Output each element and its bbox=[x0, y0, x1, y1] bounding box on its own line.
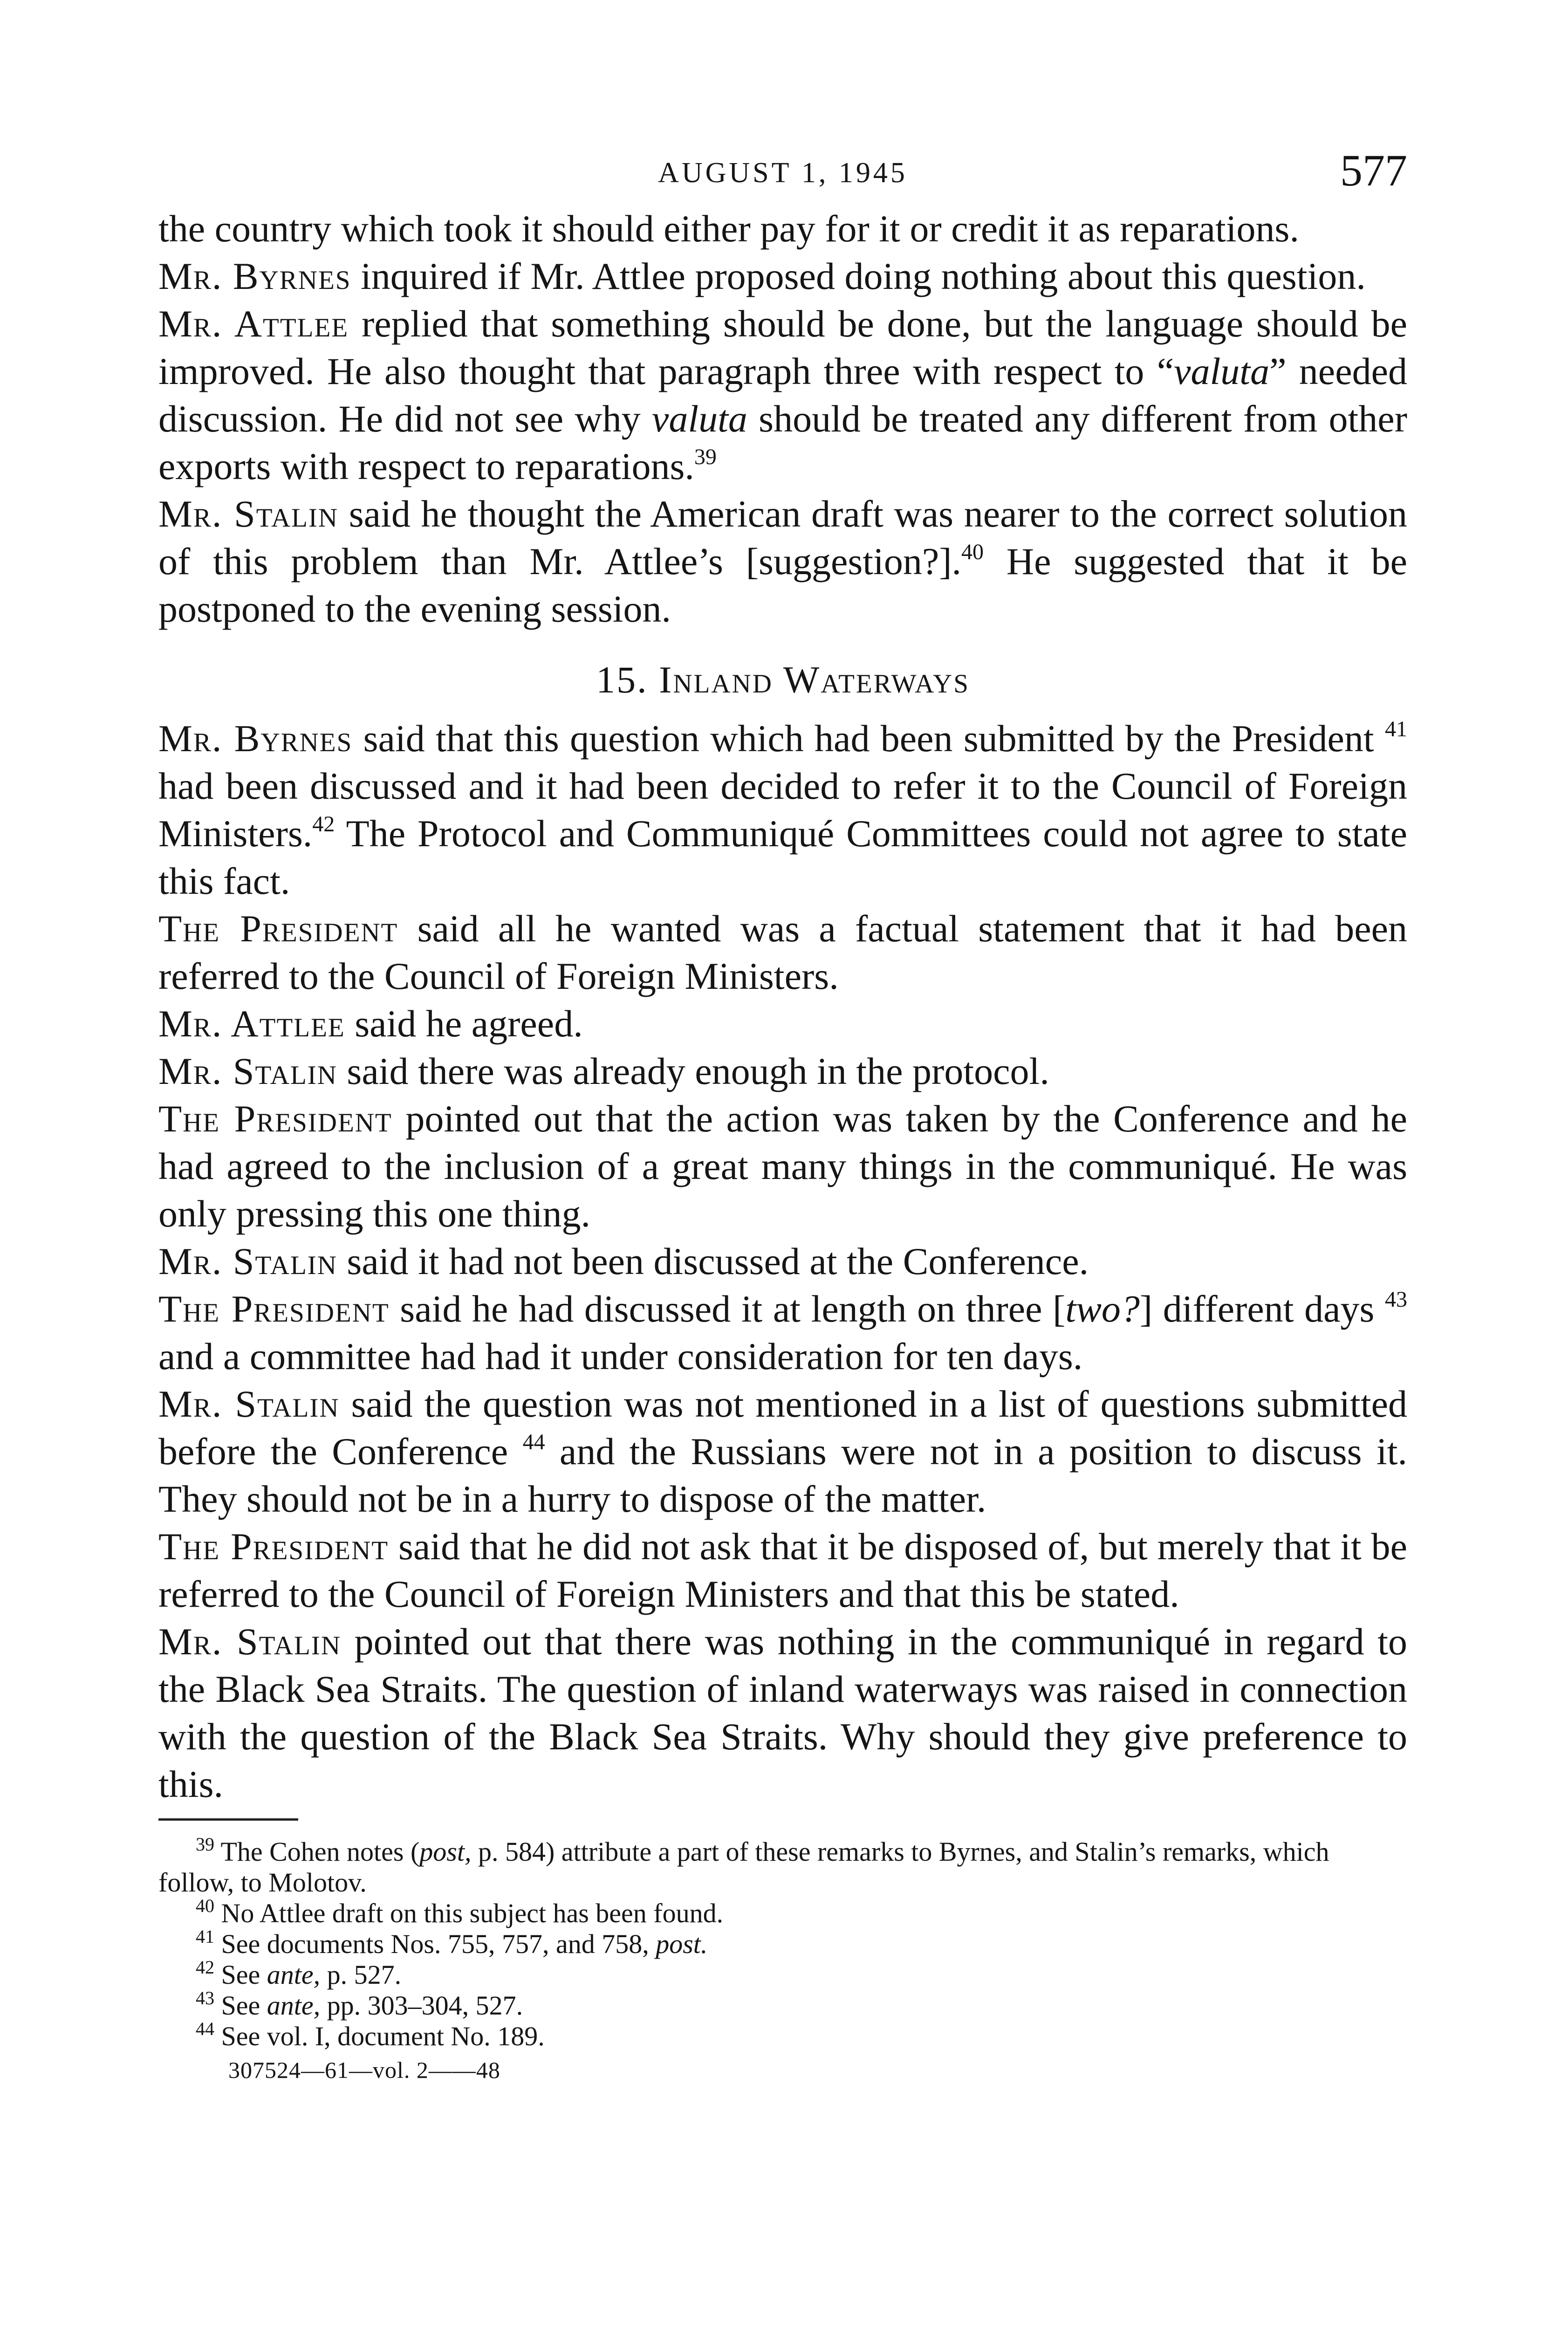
running-head: AUGUST 1, 1945 bbox=[658, 157, 908, 189]
footnote-text: See vol. bbox=[214, 2021, 315, 2051]
footnote-ref: 40 bbox=[961, 540, 984, 564]
speaker-name: Mr. Attlee bbox=[158, 1002, 345, 1045]
footnote-italic: post, bbox=[419, 1837, 472, 1867]
footnote bbox=[158, 2018, 1407, 2052]
print-imprint: 307524—61—vol. 2——48 bbox=[228, 2057, 500, 2083]
footnote-number: 40 bbox=[196, 1895, 214, 1916]
speaker-name: The President bbox=[158, 1525, 389, 1568]
paragraph bbox=[158, 1285, 1407, 1380]
paragraph-text: ” needed discussion. He did not see why bbox=[158, 350, 1407, 440]
paragraph-text: had been discussed and it had been decided to refer it to the Council of Foreign Ministers. bbox=[158, 765, 1407, 855]
footnote bbox=[158, 1834, 1407, 1898]
paragraph bbox=[158, 1048, 1407, 1095]
footnote-divider bbox=[158, 1818, 298, 1821]
footnote-ref: 44 bbox=[522, 1430, 545, 1454]
footnotes bbox=[158, 1834, 1407, 2085]
paragraph-text: said all he wanted was a factual statement that it had been referred to the Council of Foreign Ministers. bbox=[158, 907, 1408, 997]
paragraph-text: said that he did not ask that it be disposed of, but merely that it be referred to the Council of Foreign Ministers and that this be stated. bbox=[158, 1525, 1408, 1615]
speaker-name: The President bbox=[158, 1097, 392, 1140]
footnote-ref: 42 bbox=[312, 812, 335, 836]
paragraph bbox=[158, 905, 1407, 1000]
footnote-ref: 39 bbox=[694, 445, 717, 469]
footnote bbox=[158, 1987, 1407, 2021]
footnote-ref: 41 bbox=[1384, 717, 1407, 741]
paragraph bbox=[158, 300, 1407, 490]
paragraph-text: pointed out that the action was taken by the Conference and he had agreed to the inclusion of a great many things in the communiqué. He was only pressing this one thing. bbox=[158, 1097, 1407, 1235]
footnote-text: The Cohen notes ( bbox=[214, 1837, 420, 1867]
footnote-text: See bbox=[214, 1990, 267, 2021]
footnote-text: See documents Nos. 755, 757, and 758, bbox=[214, 1929, 656, 1959]
paragraph-text: He suggested that it be postponed to the evening session. bbox=[158, 540, 1407, 630]
speaker-name: Mr. Byrnes bbox=[158, 717, 353, 760]
paragraph-text: said he thought the American draft was nearer to the correct solution of this problem than Mr. Attlee’s [suggestion?]. bbox=[158, 493, 1407, 582]
paragraph bbox=[158, 253, 1407, 300]
paragraph-text: said that this question which had been submitted by the President bbox=[352, 717, 1385, 760]
footnote bbox=[158, 1957, 1407, 1990]
paragraph-text: and a committee had had it under consideration for ten days. bbox=[158, 1335, 1083, 1377]
footnote-text: p. 584) attribute a part of these remarks to Byrnes, and Stalin’s remarks, which follow, to Molotov. bbox=[158, 1837, 1329, 1898]
paragraph-text: said the question was not mentioned in a list of questions submitted before the Conference bbox=[158, 1383, 1407, 1473]
footnote-text: No Attlee draft on this subject has been found. bbox=[214, 1898, 724, 1928]
paragraph bbox=[158, 715, 1407, 905]
paragraph bbox=[158, 1523, 1407, 1618]
footnote-italic: ante, bbox=[267, 1990, 321, 2021]
footnote-number: 41 bbox=[196, 1926, 214, 1947]
speaker-name: Mr. Stalin bbox=[158, 1050, 337, 1092]
paragraph-text: ] different days bbox=[1139, 1288, 1385, 1330]
footnote-text: I, document No. 189. bbox=[315, 2021, 545, 2051]
paragraph-text: the country which took it should either pay for it or credit it as reparations. bbox=[158, 207, 1299, 250]
footnote-text: p. 527. bbox=[320, 1960, 402, 1990]
paragraph-text: and the Russians were not in a position to discuss it. They should not be in a hurry to dispose of the matter. bbox=[158, 1430, 1407, 1520]
footnote-text: pp. 303–304, 527. bbox=[320, 1990, 523, 2021]
paragraph bbox=[158, 205, 1407, 253]
speaker-name: Mr. Byrnes bbox=[158, 255, 351, 297]
footnote-number: 44 bbox=[196, 2018, 214, 2039]
paragraph-text: replied that something should be done, but the language should be improved. He also thought that paragraph three with respect to “ bbox=[158, 302, 1407, 392]
document-page bbox=[158, 144, 1407, 2085]
speaker-name: Mr. Attlee bbox=[158, 302, 349, 345]
paragraph bbox=[158, 1238, 1407, 1285]
speaker-name: Mr. Stalin bbox=[158, 1383, 340, 1425]
italic-term: two? bbox=[1065, 1288, 1140, 1330]
footnote-number: 39 bbox=[196, 1834, 214, 1855]
paragraph-text: said it had not been discussed at the Conference. bbox=[337, 1240, 1089, 1282]
footnote-number: 42 bbox=[196, 1957, 214, 1978]
speaker-name: The President bbox=[158, 907, 398, 950]
speaker-name: Mr. Stalin bbox=[158, 493, 339, 535]
footnote bbox=[158, 1926, 1407, 1960]
footnote bbox=[158, 1895, 1407, 1929]
paragraph-text: said he had discussed it at length on three [ bbox=[389, 1288, 1066, 1330]
paragraph-text: inquired if Mr. Attlee proposed doing nothing about this question. bbox=[351, 255, 1366, 297]
italic-term: valuta bbox=[651, 397, 747, 440]
italic-term: valuta bbox=[1174, 350, 1270, 392]
paragraph bbox=[158, 1618, 1407, 1808]
page-header bbox=[158, 144, 1407, 205]
body-text bbox=[158, 205, 1407, 1808]
speaker-name: Mr. Stalin bbox=[158, 1240, 337, 1282]
section-heading: 15. Inland Waterways bbox=[596, 658, 970, 701]
paragraph-text: said there was already enough in the protocol. bbox=[337, 1050, 1049, 1092]
paragraph-text: should be treated any different from other exports with respect to reparations. bbox=[158, 397, 1407, 487]
page-number: 577 bbox=[1340, 145, 1407, 195]
footnote-ref: 43 bbox=[1385, 1287, 1407, 1312]
footnote-italic: ante, bbox=[267, 1960, 321, 1990]
paragraph bbox=[158, 1095, 1407, 1238]
footnote-number: 43 bbox=[196, 1987, 214, 2008]
footnote-italic: post. bbox=[656, 1929, 708, 1959]
speaker-name: Mr. Stalin bbox=[158, 1620, 342, 1663]
paragraph bbox=[158, 490, 1407, 633]
paragraph-text: The Protocol and Communiqué Committees could not agree to state this fact. bbox=[158, 812, 1407, 902]
paragraph-text: said he agreed. bbox=[345, 1002, 583, 1045]
paragraph-text: pointed out that there was nothing in the communiqué in regard to the Black Sea Straits. The question of inland waterways was raised in connection with the question of the Black Sea Straits. Why should they give preference to this. bbox=[158, 1620, 1407, 1805]
paragraph bbox=[158, 1380, 1407, 1523]
paragraph bbox=[158, 1000, 1407, 1048]
speaker-name: The President bbox=[158, 1288, 390, 1330]
footnote-text: See bbox=[214, 1960, 267, 1990]
